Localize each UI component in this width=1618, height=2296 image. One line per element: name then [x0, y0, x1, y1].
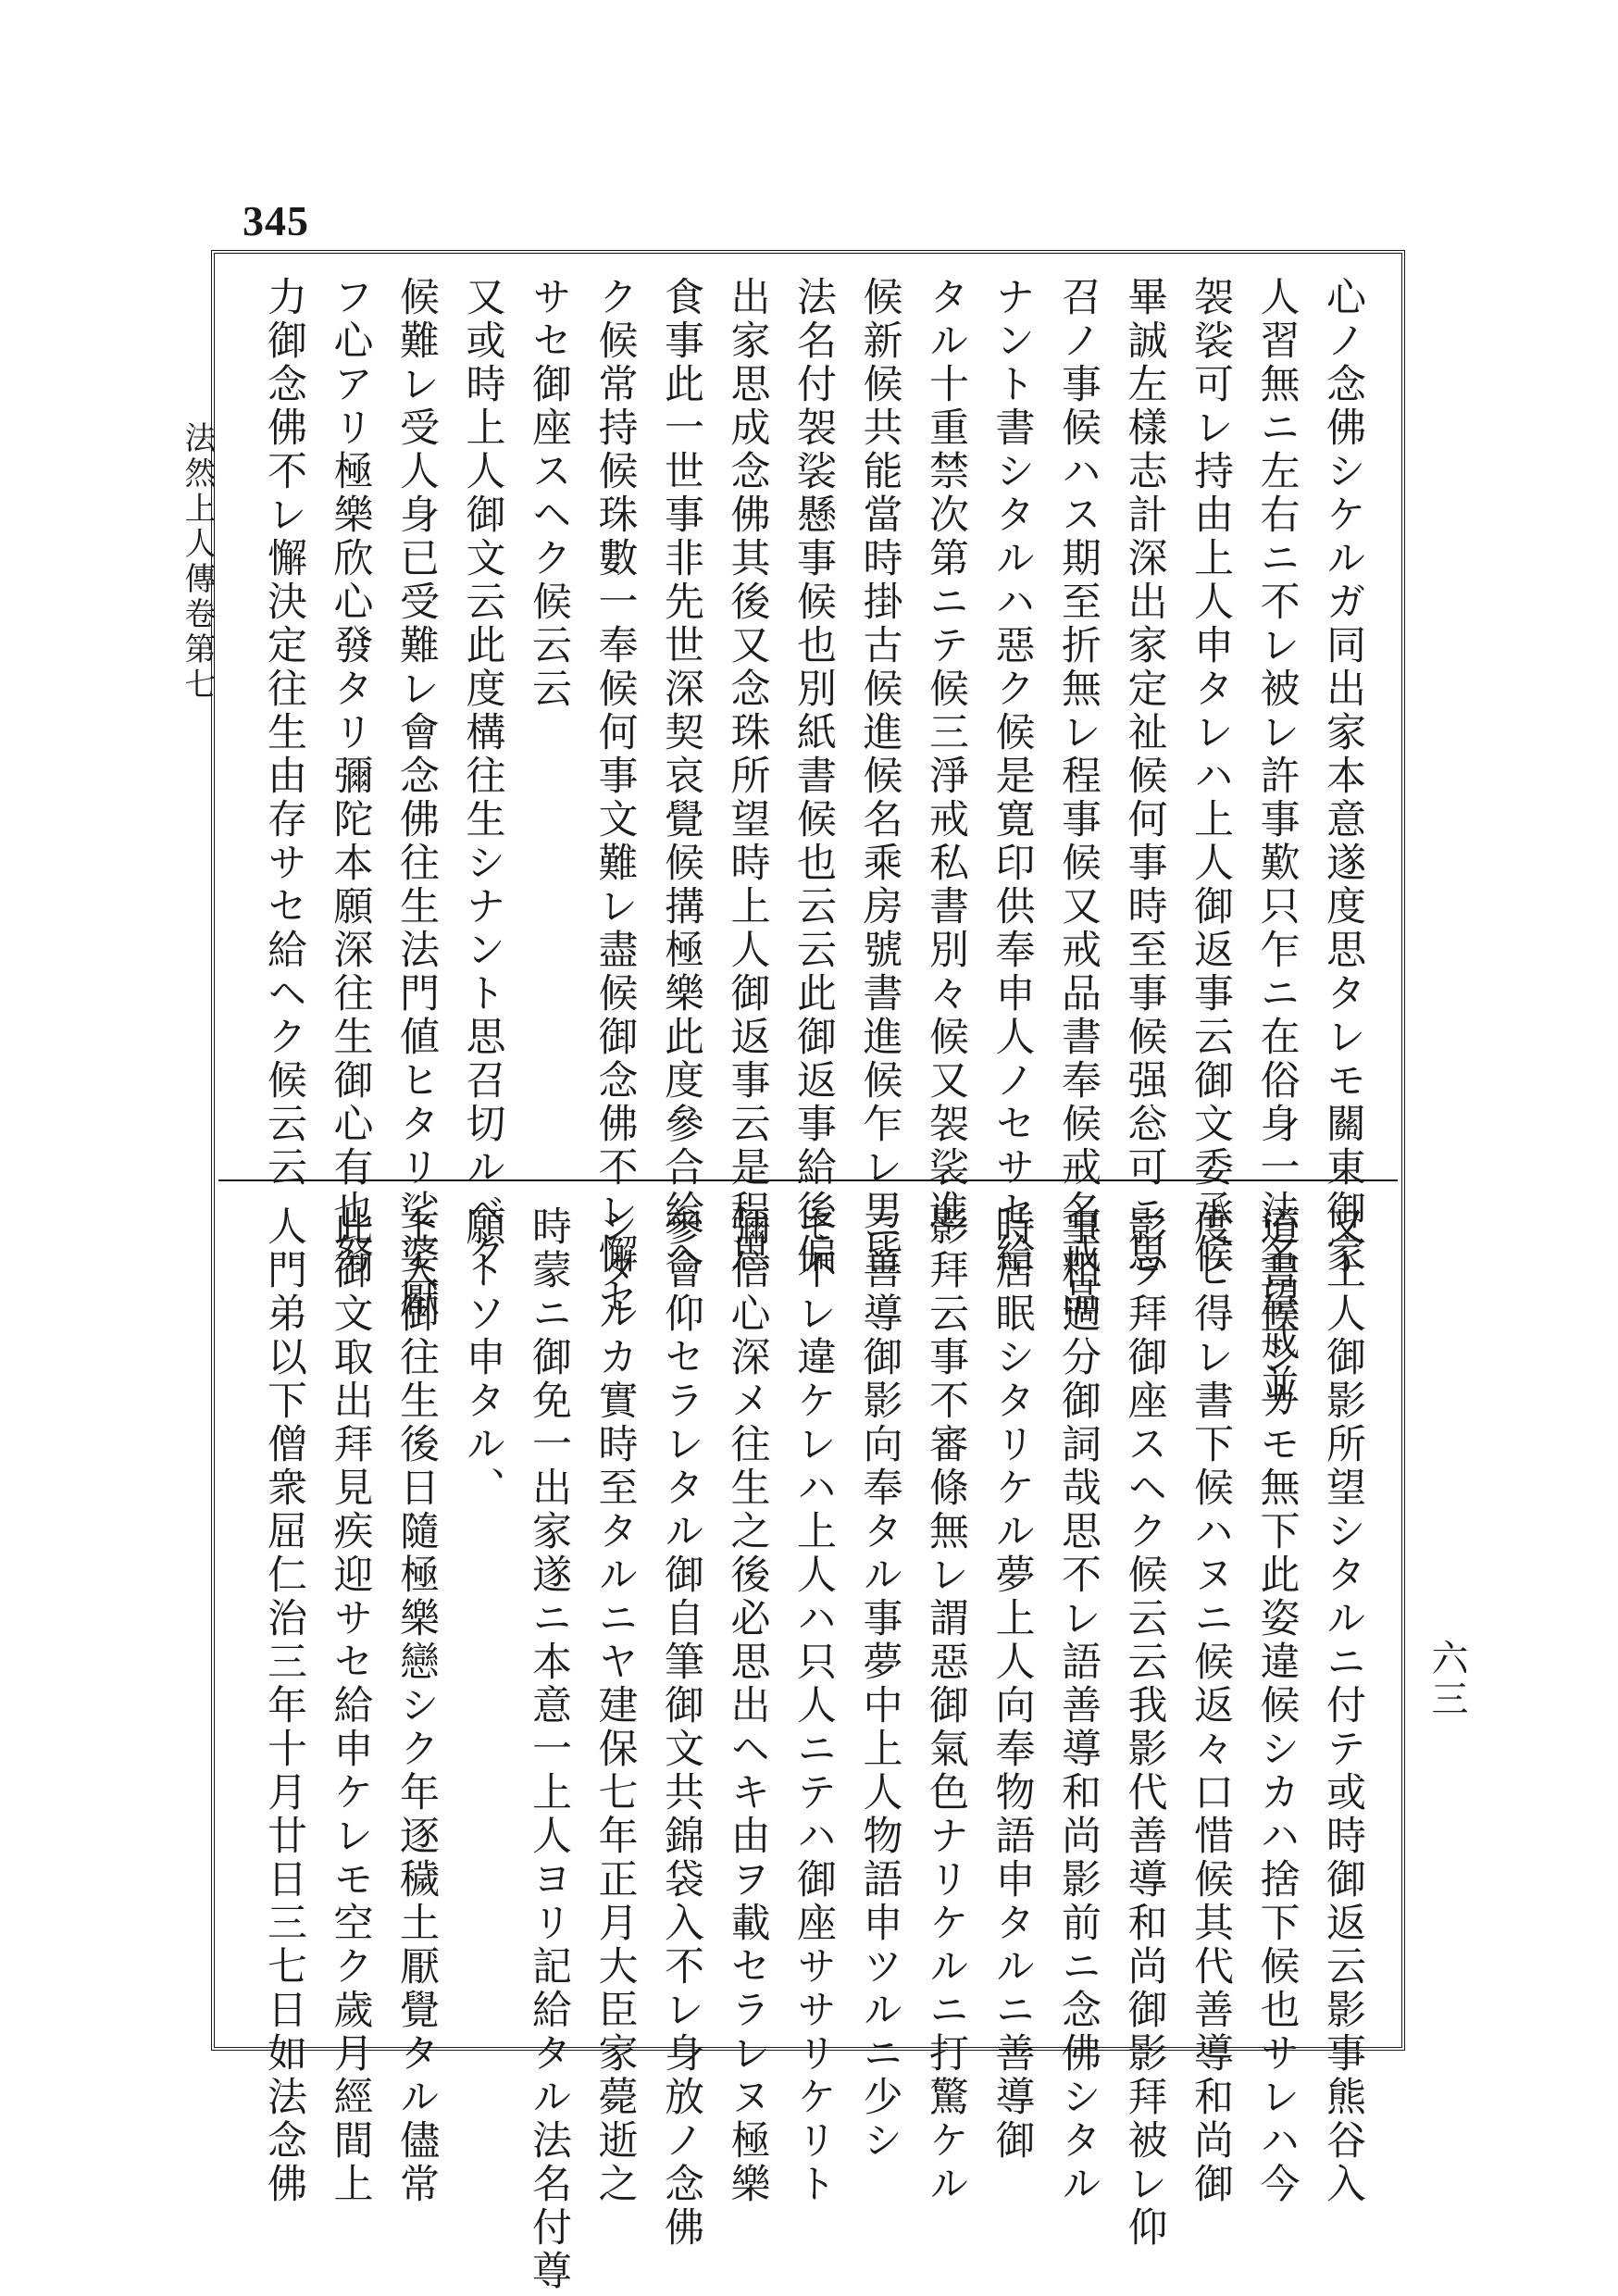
text-column: 時蒙ニ御免一出家遂ニ本意一上人ヨリ記給タル法名付尊 — [526, 1205, 572, 2293]
text-column: モ不レ違ケレハ上人ハ只人ニテハ御座ササリケリト — [790, 1205, 837, 2206]
text-column: ナント書シタルハ惡ク候是寛印供奉申人ノセサセ給 — [989, 276, 1036, 1277]
text-column: 候新候共能當時掛古候進候名乘房號書進候乍レ男皆 — [856, 276, 903, 1277]
text-column: 事粗過分御詞哉思不レ語善導和尚影前ニ念佛シタル — [1055, 1205, 1101, 2206]
text-column: タル十重禁次第ニテ候三淨戒私書別々候又袈裟進 — [923, 276, 969, 1233]
text-column: 力御念佛不レ懈決定往生由存サセ給ヘク候云云 — [261, 276, 307, 1190]
text-column: 又或時上人御文云此度構往生シナント思召切ルベク — [459, 276, 506, 1277]
text-column: 度ヒ得レ書下候ハヌニ候返々口惜候其代善導和尚御 — [1188, 1205, 1234, 2206]
text-column: フ心アリ極樂欣心發タリ彌陀本願深往生御心有也努 — [327, 276, 374, 1277]
text-column: 袈裟可レ持由上人申タレハ上人御返事云御文委承候 — [1188, 276, 1234, 1277]
text-column: ニ善導御影向奉タル事夢中上人物語申ツルニ少シ — [856, 1205, 903, 2163]
text-column: 上人御往生後日隨極樂戀シク年逐穢土厭覺タル儘常 — [393, 1205, 440, 2206]
text-column: 影拜云事不審條無レ謂惡御氣色ナリケルニ打驚ケル — [923, 1205, 969, 2206]
text-column: 食事此一世事非先世深契哀覺候搆極樂此度參合給ヘ — [658, 276, 704, 1277]
text-column: 道書候シカモ無下此姿違候シカハ捨下候也サレハ今 — [1253, 1205, 1301, 2206]
text-column: 彌信心深メ往生之後必思出ヘキ由ヲ載セラレヌ極樂 — [724, 1205, 771, 2206]
text-column: 召ノ事候ハス期至折無レ程事候又戒品書奉候戒名戒品 — [1055, 276, 1101, 1320]
text-column: 此御文取出拜見疾迎サセ給申ケレモ空ク歲月經間上 — [327, 1205, 374, 2206]
text-column: 願トソ申タル、 — [459, 1205, 506, 1510]
text-column: 影ヲ拜御座スヘク候云云我影代善導和尚御影拜被レ仰 — [1121, 1205, 1168, 2250]
text-column: シタルカ實時至タルニヤ建保七年正月大臣家薨逝之 — [591, 1205, 639, 2206]
text-column: 參會仰セラレタル御自筆御文共錦袋入不レ身放ノ念佛 — [658, 1205, 704, 2250]
page-number: 345 — [243, 197, 309, 244]
text-column: 人門弟以下僧衆屈仁治三年十月廿日三七日如法念佛 — [261, 1205, 307, 2206]
text-column: ク候常持候珠數一奉候何事文難レ盡候御念佛不レ懈セ — [591, 276, 639, 1320]
lower-text-block — [261, 1205, 1375, 2293]
text-column: サセ御座スヘク候云云 — [526, 276, 572, 711]
running-head: 法然上人傳卷第七 — [179, 421, 216, 703]
text-column: 法名付袈裟懸事候也別紙書候也云云此御返事給後偏 — [790, 276, 837, 1277]
text-column: 人習無ニ左右ニ不レ被レ許事歎只乍ニ在俗身一法名望戒並 — [1253, 276, 1301, 1407]
text-column: 又上人御影所望シタルニ付テ或時御返云影事熊谷入 — [1320, 1205, 1366, 2206]
text-column: 時居眠シタリケル夢上人向奉物語申タルニ善導御 — [989, 1205, 1036, 2163]
text-column: 出家思成念佛其後又念珠所望時上人御返事云是程思 — [724, 276, 771, 1277]
text-column: 候難レ受人身已受難レ會念佛往生法門値ヒタリ娑婆厭 — [393, 276, 440, 1320]
text-column: 畢誠左樣志計深出家定祉候何事時至事候强忩可ニ思 — [1121, 276, 1168, 1277]
folio-number: 六三 — [1425, 1639, 1468, 1720]
text-column: 心ノ念佛シケルガ同出家本意遂度思タレモ關東御家 — [1320, 276, 1366, 1277]
